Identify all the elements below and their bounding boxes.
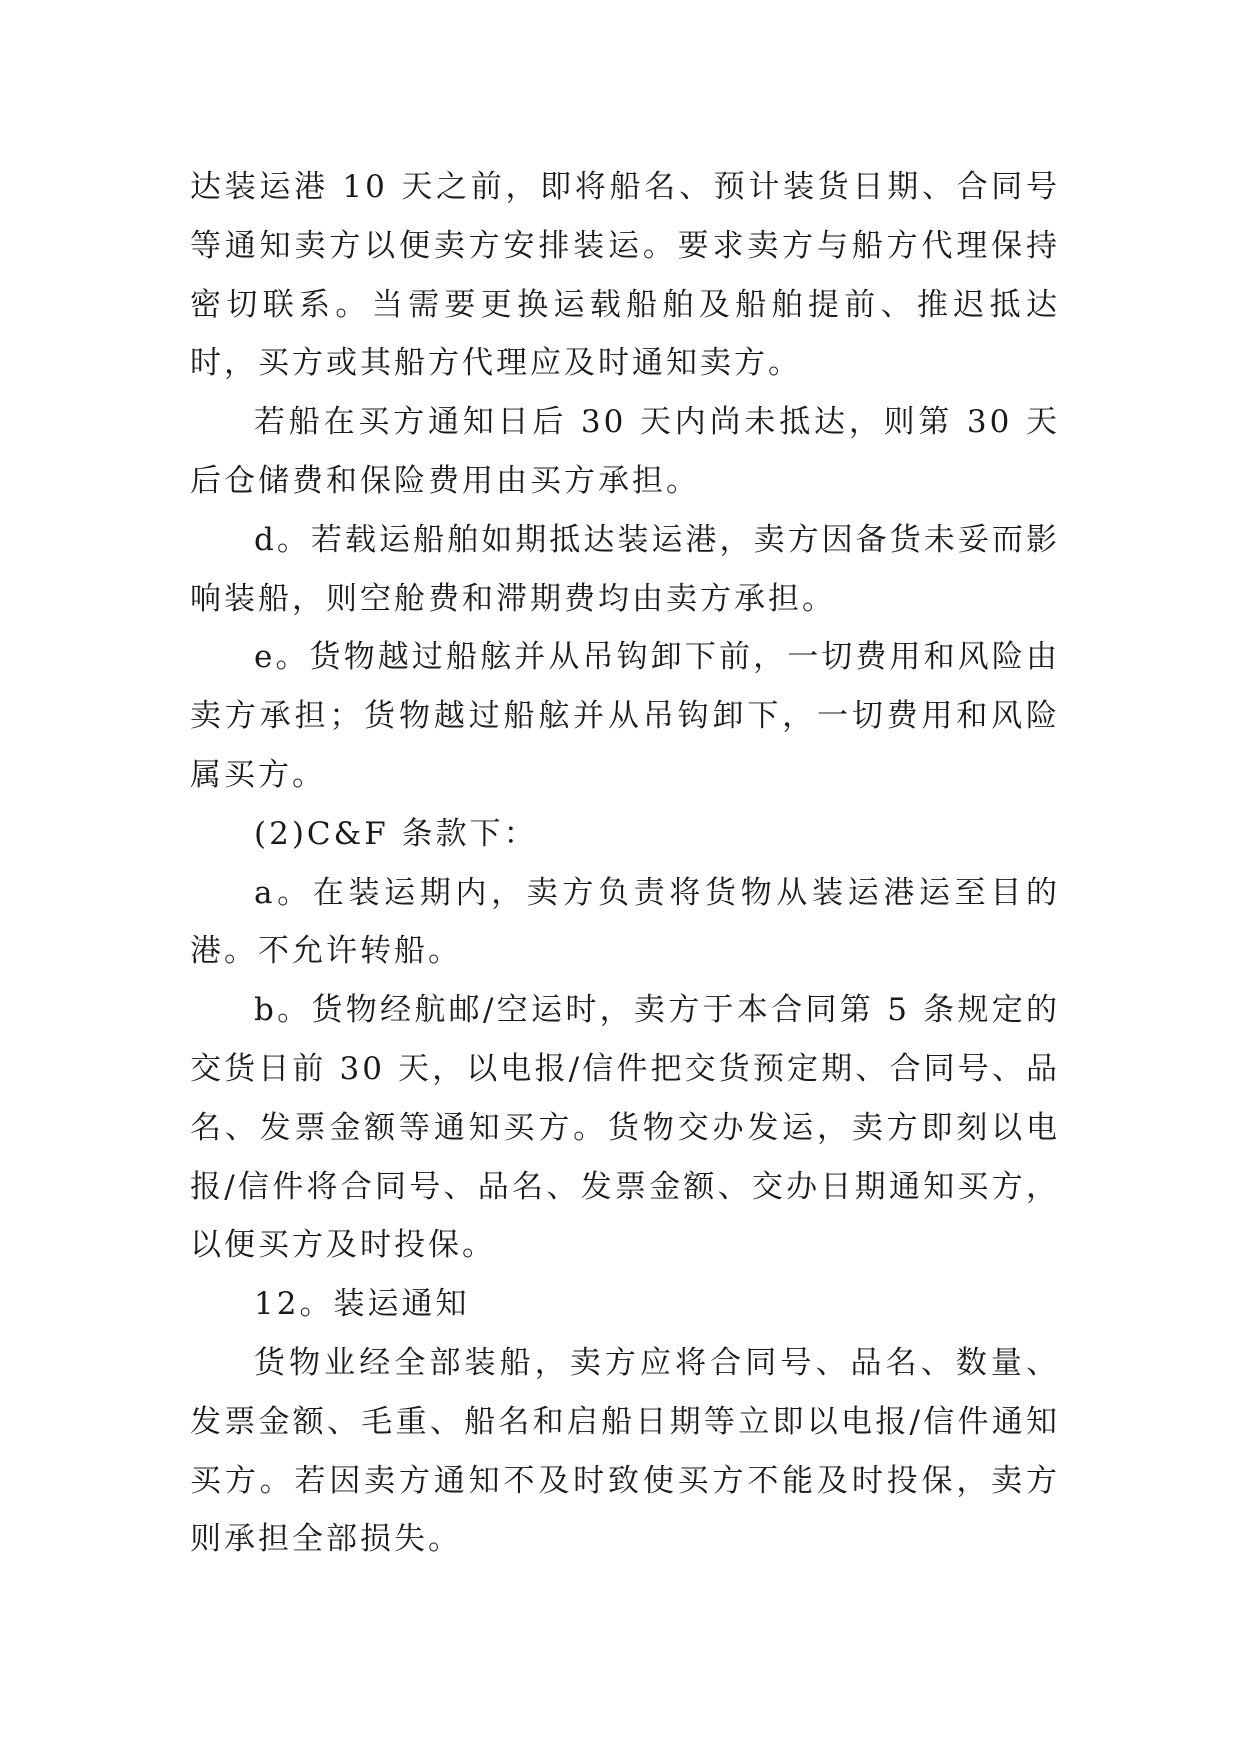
paragraph-cf-clause-a: a。在装运期内，卖方负责将货物从装运港运至目的港。不允许转船。 <box>190 874 1060 970</box>
paragraph-cf-heading: (2)C&F 条款下： <box>254 815 538 852</box>
paragraph-clause-e: e。货物越过船舷并从吊钩卸下前，一切费用和风险由卖方承担；货物越过船舷并从吊钩卸下，一切费用和风险属买方。 <box>190 639 1060 793</box>
section-heading-shipping-advice: 12。装运通知 <box>254 1286 470 1323</box>
paragraph-cf-clause-b: b。货物经航邮/空运时，卖方于本合同第 5 条规定的交货日前 30 天，以电报/信件把交货预定期、合同号、品名、发票金额等通知买方。货物交办发运，卖方即刻以电报/信件将合同号、品名、发票金额、交办日期通知买方，以便买方及时投保。 <box>190 992 1060 1264</box>
paragraph-shipment-notice-continued: 达装运港 10 天之前，即将船名、预计装货日期、合同号等通知卖方以便卖方安排装运。要求卖方与船方代理保持密切联系。当需要更换运载船舶及船舶提前、推迟抵达时，买方或其船方代理应及时通知卖方。 <box>190 169 1060 382</box>
paragraph-clause-d: d。若载运船舶如期抵达装运港，卖方因备货未妥而影响装船，则空舱费和滞期费均由卖方承担。 <box>190 521 1060 617</box>
paragraph-vessel-delay: 若船在买方通知日后 30 天内尚未抵达，则第 30 天后仓储费和保险费用由买方承担。 <box>190 404 1060 499</box>
document-body <box>190 158 1060 1569</box>
paragraph-shipping-advice: 货物业经全部装船，卖方应将合同号、品名、数量、发票金额、毛重、船名和启船日期等立即以电报/信件通知买方。若因卖方通知不及时致使买方不能及时投保，卖方则承担全部损失。 <box>190 1344 1060 1558</box>
